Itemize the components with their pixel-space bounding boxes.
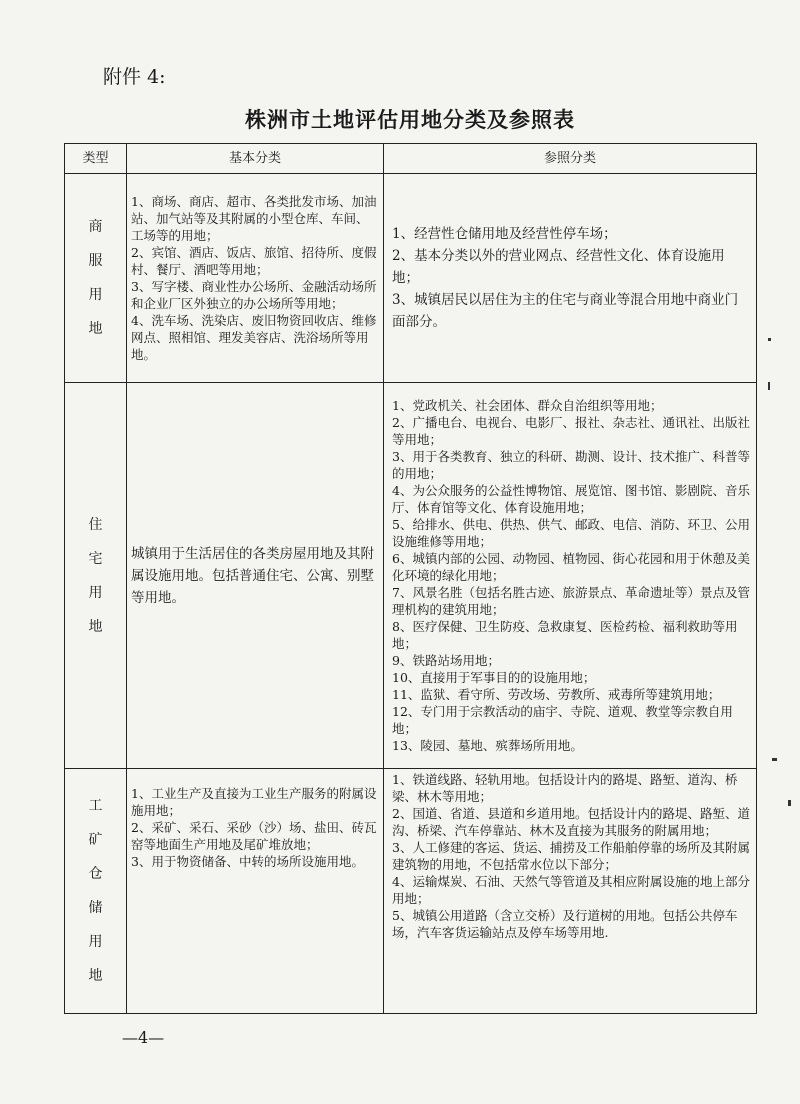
list-item: 12、专门用于宗教活动的庙宇、寺院、道观、教堂等宗教自用地； <box>392 704 733 736</box>
list-item: 1、经营性仓储用地及经营性停车场； <box>392 226 617 242</box>
list-item: 8、医疗保健、卫生防疫、急救康复、医检药检、福利救助等用地； <box>392 619 738 651</box>
list-item: 3、用于各类教育、独立的科研、勘测、设计、技术推广、科普等的用地； <box>392 449 750 481</box>
table-row-residential <box>65 383 757 769</box>
reference-cell <box>384 383 757 769</box>
list-item: 6、城镇内部的公园、动物园、植物园、街心花园和用于休憩及美化环境的绿化用地； <box>392 551 750 583</box>
reference-cell <box>384 769 757 1014</box>
list-item: 3、写字楼、商业性办公场所、金融活动场所和企业厂区外独立的办公场所等用地； <box>131 279 377 311</box>
list-item: 1、商场、商店、超市、各类批发市场、加油站、加气站等及其附属的小型仓库、车间、工场等的用地； <box>131 194 377 243</box>
basic-cell <box>127 383 384 769</box>
list-item: 2、广播电台、电视台、电影厂、报社、杂志社、通讯社、出版社等用地； <box>392 415 750 447</box>
header-basic: 基本分类 <box>127 144 384 174</box>
list-item: 城镇用于生活居住的各类房屋用地及其附属设施用地。包括普通住宅、公寓、别墅等用地。 <box>131 545 374 606</box>
list-item: 5、给排水、供电、供热、供气、邮政、电信、消防、环卫、公用设施维修等用地； <box>392 517 750 549</box>
list-item: 5、城镇公用道路（含立交桥）及行道树的用地。包括公共停车场，汽车客货运输站点及停车场等用地. <box>392 908 738 940</box>
scan-mark <box>772 758 777 761</box>
reference-cell <box>384 174 757 383</box>
scan-mark <box>768 382 770 390</box>
type-cell: 住 宅 用 地 <box>65 383 127 769</box>
list-item: 4、洗车场、洗染店、废旧物资回收店、维修网点、照相馆、理发美容店、洗浴场所等用地。 <box>131 313 377 362</box>
list-item: 2、国道、省道、县道和乡道用地。包括设计内的路堤、路堑、道沟、桥梁、汽车停靠站、林木及直接为其服务的附属用地； <box>392 806 750 838</box>
table-row-commercial <box>65 174 757 383</box>
list-item: 3、人工修建的客运、货运、捕捞及工作船舶停靠的场所及其附属建筑物的用地，不包括常水位以下部分； <box>392 840 750 872</box>
list-item: 10、直接用于军事目的的设施用地； <box>392 670 596 685</box>
header-reference: 参照分类 <box>384 144 757 174</box>
document-title: 株洲市土地评估用地分类及参照表 <box>245 107 575 132</box>
list-item: 1、铁道线路、轻轨用地。包括设计内的路堤、路堑、道沟、桥梁、林木等用地； <box>392 772 738 804</box>
list-item: 2、采矿、采石、采砂（沙）场、盐田、砖瓦窑等地面生产用地及尾矿堆放地； <box>131 820 377 852</box>
attachment-label: 附件 4: <box>103 66 166 88</box>
scan-mark <box>788 800 791 806</box>
list-item: 3、城镇居民以居住为主的住宅与商业等混合用地中商业门面部分。 <box>392 292 739 330</box>
list-item: 3、用于物资储备、中转的场所设施用地。 <box>131 854 364 869</box>
list-item: 1、党政机关、社会团体、群众自治组织等用地； <box>392 398 663 413</box>
list-item: 2、宾馆、酒店、饭店、旅馆、招待所、度假村、餐厅、酒吧等用地； <box>131 245 377 277</box>
list-item: 11、监狱、看守所、劳改场、劳教所、戒毒所等建筑用地； <box>392 687 721 702</box>
list-item: 2、基本分类以外的营业网点、经营性文化、体育设施用地； <box>392 248 725 286</box>
header-type: 类型 <box>65 144 127 174</box>
list-item: 13、陵园、墓地、殡葬场所用地。 <box>392 738 583 753</box>
type-cell: 工 矿 仓 储 用 地 <box>65 769 127 1014</box>
list-item: 1、工业生产及直接为工业生产服务的附属设施用地； <box>131 786 377 818</box>
table-row-industrial <box>65 769 757 1014</box>
basic-cell <box>127 769 384 1014</box>
list-item: 4、运输煤炭、石油、天然气等管道及其相应附属设施的地上部分用地； <box>392 874 750 906</box>
list-item: 7、风景名胜（包括名胜古迹、旅游景点、革命遗址等）景点及管理机构的建筑用地； <box>392 585 750 617</box>
scan-mark <box>768 338 771 341</box>
table-header-row <box>65 144 757 174</box>
list-item: 4、为公众服务的公益性博物馆、展览馆、图书馆、影剧院、音乐厅、体育馆等文化、体育设施用地； <box>392 483 750 515</box>
page-number: —4— <box>122 1028 165 1047</box>
classification-table <box>64 143 757 1014</box>
list-item: 9、铁路站场用地； <box>392 653 500 668</box>
type-cell: 商 服 用 地 <box>65 174 127 383</box>
basic-cell <box>127 174 384 383</box>
